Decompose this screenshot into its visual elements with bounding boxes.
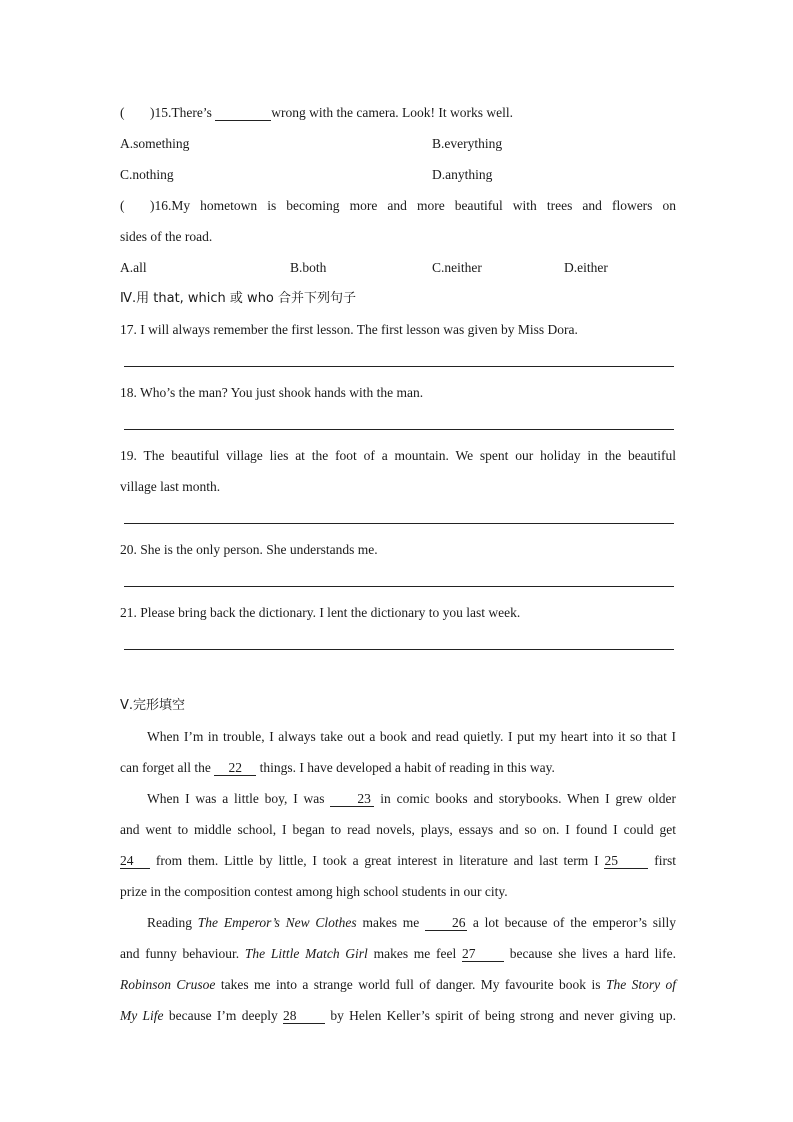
option-a[interactable]: A.something [120, 136, 190, 151]
passage-line: When I’m in trouble, I always take out a book and read quietly. I put my heart into it so that I [147, 729, 676, 744]
sentence-20: 20. She is the only person. She understands me. [120, 542, 378, 557]
worksheet-page [120, 97, 676, 1031]
question-16-cont: sides of the road. [120, 229, 213, 244]
q15-options-row-2 [120, 159, 676, 190]
blank-23[interactable]: 23 [330, 792, 374, 807]
blank-24[interactable]: 24 [120, 854, 150, 869]
option-c[interactable]: C.nothing [120, 167, 174, 182]
blank-26[interactable]: 26 [425, 916, 467, 931]
passage-line: and funny behaviour. The Little Match Girl makes me feel 27 because she lives a hard life. [120, 946, 677, 961]
passage-line: 24 from them. Little by little, I took a great interest in literature and last term I 25 first [120, 853, 677, 868]
passage-line: My Life because I’m deeply 28 by Helen Keller’s spirit of being strong and never giving up. [120, 1008, 677, 1023]
book-title: The Story of [605, 977, 677, 992]
option-c[interactable]: C.neither [432, 260, 482, 275]
sentence-19-cont: village last month. [120, 479, 221, 494]
option-b[interactable]: B.everything [432, 136, 503, 151]
book-title: The Emperor’s New Clothes [197, 915, 357, 930]
question-15: ( )15.There’s wrong with the camera. Look! It works well. [120, 97, 676, 128]
answer-blank[interactable] [215, 106, 271, 121]
sentence-18: 18. Who’s the man? You just shook hands with the man. [120, 385, 424, 400]
section-5-title: Ⅴ.完形填空 [120, 698, 186, 713]
passage-line: Reading The Emperor’s New Clothes makes me 26 a lot because of the emperor’s silly [147, 915, 677, 930]
option-b[interactable]: B.both [290, 260, 327, 275]
book-title: Robinson Crusoe [120, 977, 216, 992]
passage-line: prize in the composition contest among high school students in our city. [120, 884, 508, 899]
option-a[interactable]: A.all [120, 260, 147, 275]
blank-25[interactable]: 25 [604, 854, 648, 869]
sentence-17: 17. I will always remember the first lesson. The first lesson was given by Miss Dora. [120, 322, 578, 337]
option-d[interactable]: D.anything [432, 167, 493, 182]
sentence-19: 19. The beautiful village lies at the foot of a mountain. We spent our holiday in the beautiful [120, 448, 676, 463]
passage-line: can forget all the 22 things. I have developed a habit of reading in this way. [120, 760, 555, 775]
passage-line: When I was a little boy, I was 23 in comic books and storybooks. When I grew older [147, 791, 677, 806]
blank-22[interactable]: 22 [214, 761, 256, 776]
option-d[interactable]: D.either [564, 260, 608, 275]
passage-line: and went to middle school, I began to read novels, plays, essays and so on. I found I could get [120, 822, 676, 837]
question-16: ( )16.My hometown is becoming more and more beautiful with trees and flowers on [120, 190, 676, 221]
sentence-21: 21. Please bring back the dictionary. I lent the dictionary to you last week. [120, 605, 521, 620]
section-4-title: Ⅳ.用 that, which 或 who 合并下列句子 [120, 291, 357, 306]
answer-paren[interactable]: ( [120, 198, 125, 213]
blank-28[interactable]: 28 [283, 1009, 325, 1024]
passage-line: Robinson Crusoe takes me into a strange world full of danger. My favourite book is The Story of [120, 977, 677, 992]
answer-paren[interactable]: ( [120, 105, 125, 120]
q15-options-row-1 [120, 128, 676, 159]
book-title: The Little Match Girl [244, 946, 368, 961]
book-title: My Life [120, 1008, 164, 1023]
blank-27[interactable]: 27 [462, 947, 504, 962]
q16-options-row [120, 252, 676, 283]
